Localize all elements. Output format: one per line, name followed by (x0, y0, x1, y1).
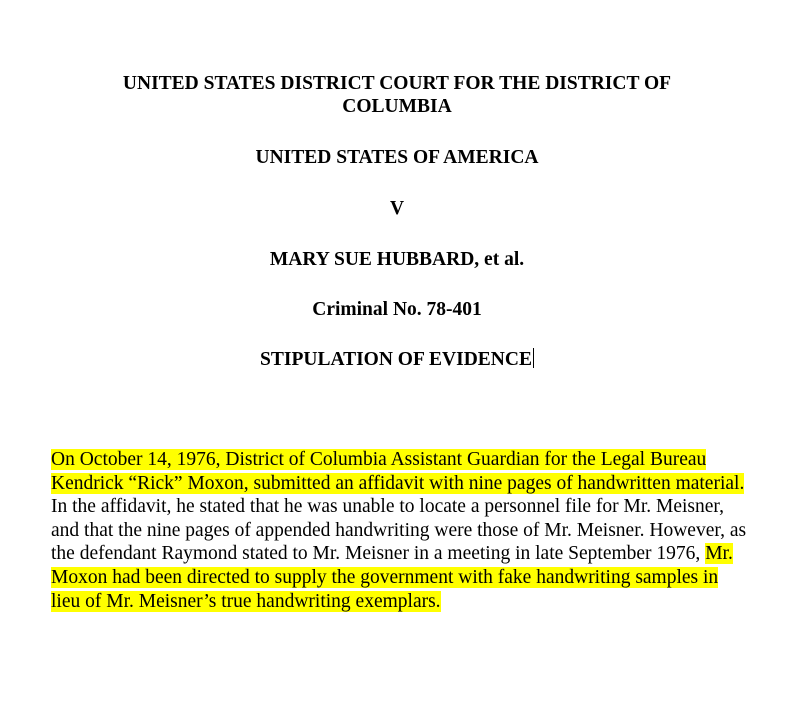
versus-heading: V (389, 198, 405, 219)
document-title-text: STIPULATION OF EVIDENCE (260, 349, 532, 370)
defendant-heading: MARY SUE HUBBARD, et al. (269, 249, 525, 270)
highlighted-text-2: Mr. Moxon had been directed to supply the government with fake handwriting samples in lieu of Mr. Meisner’s true handwriting exemplars. (51, 543, 733, 612)
document-title-heading (0, 348, 794, 371)
highlighted-text-1: On October 14, 1976, District of Columbia Assistant Guardian for the Legal Bureau Kendrick “Rick” Moxon, submitted an affidavit with nine pages of handwritten material. (51, 449, 745, 494)
stipulation-paragraph (51, 448, 751, 613)
text-cursor (533, 348, 534, 368)
plaintiff-heading: UNITED STATES OF AMERICA (255, 147, 539, 168)
court-heading: UNITED STATES DISTRICT COURT FOR THE DISTRICT OF COLUMBIA (122, 73, 672, 117)
case-number-heading: Criminal No. 78-401 (312, 299, 482, 320)
plain-text: In the affidavit, he stated that he was unable to locate a personnel file for Mr. Meisner, and that the nine pages of appended handwriting were those of Mr. Meisner. However, as the defendant Raymond stated to Mr. Meisner in a meeting in late September 1976, (51, 496, 747, 565)
